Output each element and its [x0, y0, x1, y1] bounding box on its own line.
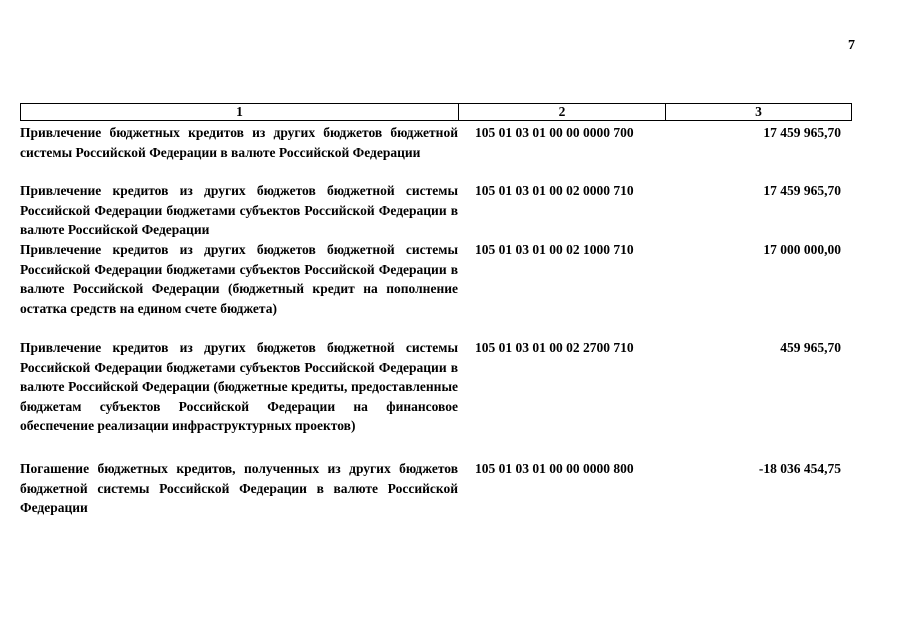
- column-header-2: 2: [459, 104, 666, 120]
- row-amount: 17 459 965,70: [763, 183, 841, 198]
- row-amount: -18 036 454,75: [758, 461, 841, 476]
- row-code: 105 01 03 01 00 00 0000 700: [475, 125, 634, 140]
- row-code: 105 01 03 01 00 00 0000 800: [475, 461, 634, 476]
- row-code: 105 01 03 01 00 02 2700 710: [475, 340, 634, 355]
- row-amount: 17 000 000,00: [763, 242, 841, 257]
- row-description: Привлечение кредитов из других бюджетов бюджетной системы Российской Федерации бюджетами субъектов Российской Федерации в валюте Российской Федерации (бюджетный кредит на пополнение остатка средств на едином счете бюджета): [20, 242, 458, 316]
- row-description: Привлечение бюджетных кредитов из других бюджетов бюджетной системы Российской Федерации в валюте Российской Федерации: [20, 125, 458, 160]
- row-description: Привлечение кредитов из других бюджетов бюджетной системы Российской Федерации бюджетами субъектов Российской Федерации в валюте Российской Федерации (бюджетные кредиты, предоставленные бюджетам субъектов Российской Федерации на финансовое обеспечение реализации инфраструктурных проектов): [20, 340, 458, 433]
- row-description: Погашение бюджетных кредитов, полученных из других бюджетов бюджетной системы Российской Федерации в валюте Российской Федерации: [20, 461, 458, 515]
- budget-sources-table: [20, 103, 852, 515]
- table-header-row: [20, 103, 852, 121]
- row-code: 105 01 03 01 00 02 1000 710: [475, 242, 634, 257]
- column-header-1: 1: [21, 104, 459, 120]
- row-amount: 459 965,70: [780, 340, 841, 355]
- row-description: Привлечение кредитов из других бюджетов бюджетной системы Российской Федерации бюджетами субъектов Российской Федерации в валюте Российской Федерации: [20, 183, 458, 237]
- row-amount: 17 459 965,70: [763, 125, 841, 140]
- row-code: 105 01 03 01 00 02 0000 710: [475, 183, 634, 198]
- page-number: 7: [848, 38, 855, 53]
- column-header-3: 3: [755, 104, 762, 119]
